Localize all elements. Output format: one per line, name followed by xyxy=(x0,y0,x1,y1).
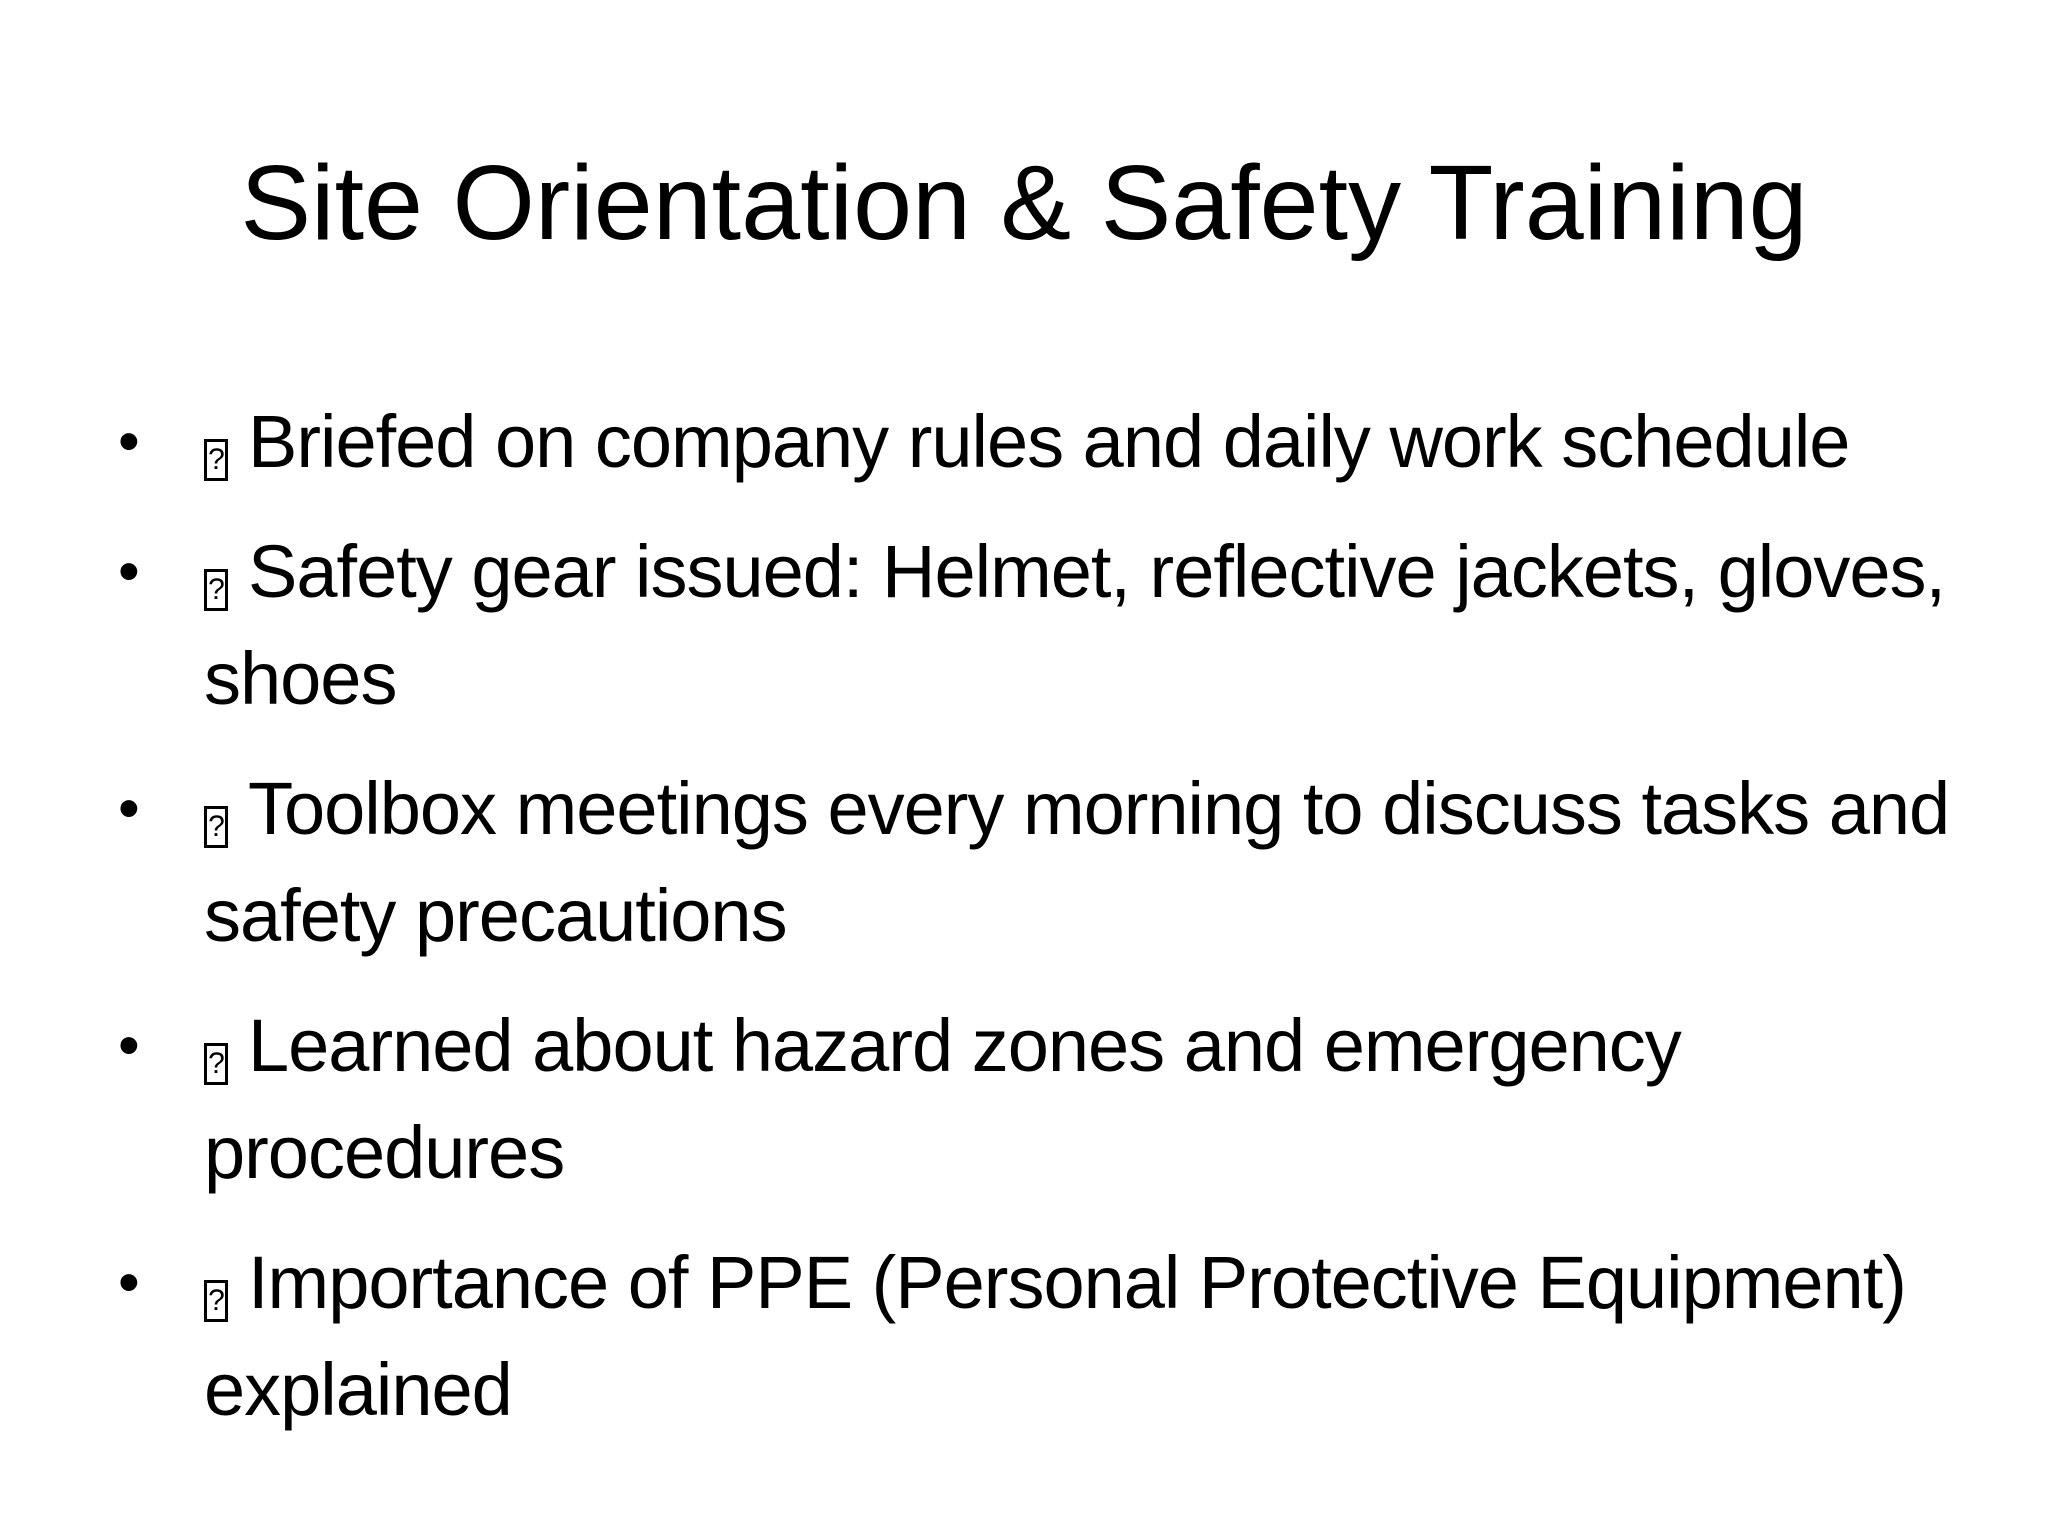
bullet-item xyxy=(118,518,1958,732)
bullet-item xyxy=(118,992,1958,1206)
bullet-dot: • xyxy=(118,1011,139,1080)
bullet-dot: • xyxy=(118,537,139,606)
missing-glyph-icon: ? xyxy=(204,439,228,481)
bullet-dot: • xyxy=(118,1248,139,1317)
bullet-item xyxy=(118,1229,1958,1443)
missing-glyph-icon: ? xyxy=(204,1043,228,1085)
bullet-text: Importance of PPE (Personal Protective Equipment) explained xyxy=(204,1241,1906,1431)
bullet-item xyxy=(118,755,1958,969)
bullet-text: Safety gear issued: Helmet, reflective jackets, gloves, shoes xyxy=(204,530,1946,720)
missing-glyph-icon: ? xyxy=(204,806,228,848)
bullet-text: Learned about hazard zones and emergency procedures xyxy=(204,1004,1681,1194)
missing-glyph-icon: ? xyxy=(204,569,228,611)
bullet-dot: • xyxy=(118,407,139,476)
missing-glyph-icon: ? xyxy=(204,1280,228,1322)
bullet-item xyxy=(118,388,1958,495)
bullet-list xyxy=(118,388,1958,1466)
bullet-text: Toolbox meetings every morning to discuss tasks and safety precautions xyxy=(204,767,1950,957)
bullet-text: Briefed on company rules and daily work schedule xyxy=(248,400,1850,483)
slide-title: Site Orientation & Safety Training xyxy=(240,144,1808,262)
bullet-dot: • xyxy=(118,774,139,843)
